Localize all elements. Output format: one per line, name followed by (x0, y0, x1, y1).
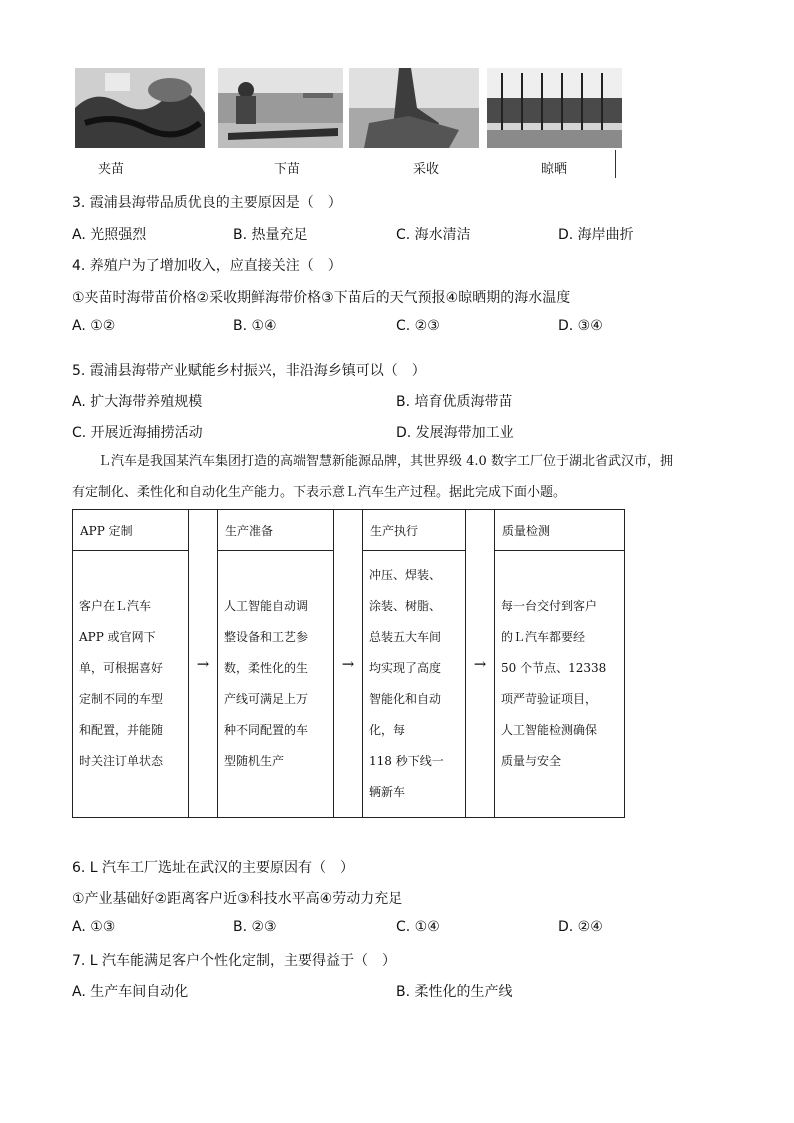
flow-line: 冲压、焊装、 (369, 568, 442, 582)
flow-line: 单，可根据喜好 (79, 661, 164, 675)
q5-option-c: C. 开展近海捕捞活动 (72, 425, 203, 441)
flow-line: APP 或官网下 (79, 630, 156, 644)
q5-stem: 5. 霞浦县海带产业赋能乡村振兴，非沿海乡镇可以（ ） (72, 363, 426, 379)
flow-line: 总装五大车间 (369, 630, 442, 644)
flow-line: 化，每 (369, 723, 406, 737)
q6-option-b: B. ②③ (233, 919, 277, 935)
flow-arrow-2: → (334, 510, 363, 818)
flow-line: 产线可满足上万 (224, 692, 309, 706)
q3-option-d: D. 海岸曲折 (558, 227, 634, 243)
flow-line: 50 个节点、12338 (501, 661, 607, 675)
passage (72, 446, 722, 508)
flow-header-app: APP 定制 (73, 510, 189, 551)
flow-line: 的Ｌ汽车都要经 (501, 630, 586, 644)
passage-line-2: 有定制化、柔性化和自动化生产能力。下表示意Ｌ汽车生产过程。据此完成下面小题。 (72, 485, 567, 500)
q7-stem: 7. L 汽车能满足客户个性化定制，主要得益于（ ） (72, 953, 397, 969)
flow-line: 客户在Ｌ汽车 (79, 599, 152, 613)
flow-header-qc: 质量检测 (495, 510, 625, 551)
flow-line: 涂装、树脂、 (369, 599, 442, 613)
caption-planting: 下苗 (274, 162, 301, 177)
q6-items: ①产业基础好②距离客户近③科技水平高④劳动力充足 (72, 891, 403, 907)
q4-option-d: D. ③④ (558, 318, 603, 334)
production-flow-table (72, 509, 625, 818)
flow-line: 118 秒下线一 (369, 754, 444, 768)
flow-body-qc (495, 551, 625, 818)
flow-line: 型随机生产 (224, 754, 285, 768)
q5-option-a: A. 扩大海带养殖规模 (72, 394, 203, 410)
flow-arrow-1: → (189, 510, 218, 818)
q3-stem: 3. 霞浦县海带品质优良的主要原因是（ ） (72, 195, 342, 211)
q4-option-b: B. ①④ (233, 318, 277, 334)
flow-line: 和配置，并能随 (79, 723, 164, 737)
flow-line: 时关注订单状态 (79, 754, 164, 768)
q6-option-c: C. ①④ (396, 919, 440, 935)
caption-harvest: 采收 (413, 162, 440, 177)
photo-divider-line (615, 150, 616, 178)
flow-header-exec: 生产执行 (363, 510, 466, 551)
passage-line-1: Ｌ汽车是我国某汽车集团打造的高端智慧新能源品牌，其世界级 4.0 数字工厂位于湖北省武汉市，拥 (98, 454, 673, 469)
q4-option-c: C. ②③ (396, 318, 440, 334)
flow-arrow-3: → (466, 510, 495, 818)
q6-stem: 6. L 汽车工厂选址在武汉的主要原因有（ ） (72, 860, 355, 876)
flow-header-prep: 生产准备 (218, 510, 334, 551)
q3-option-b: B. 热量充足 (233, 227, 308, 243)
q5-option-d: D. 发展海带加工业 (396, 425, 514, 441)
q3-option-c: C. 海水清洁 (396, 227, 471, 243)
flow-line: 项严苛验证项目， (501, 692, 598, 706)
q3-option-a: A. 光照强烈 (72, 227, 147, 243)
q4-items: ①夹苗时海带苗价格②采收期鲜海带价格③下苗后的天气预报④晾晒期的海水温度 (72, 290, 571, 306)
caption-clipping: 夹苗 (98, 162, 125, 177)
flow-body-prep (218, 551, 334, 818)
flow-line: 每一台交付到客户 (501, 599, 598, 613)
flow-line: 辆新车 (369, 785, 406, 799)
flow-line: 数，柔性化的生 (224, 661, 309, 675)
photo-harvest (349, 68, 479, 148)
flow-line: 种不同配置的车 (224, 723, 309, 737)
q7-option-a: A. 生产车间自动化 (72, 984, 189, 1000)
photo-clipping-seedlings (75, 68, 205, 148)
flow-body-app (73, 551, 189, 818)
flow-line: 定制不同的车型 (79, 692, 164, 706)
flow-body-exec (363, 551, 466, 818)
q4-stem: 4. 养殖户为了增加收入，应直接关注（ ） (72, 258, 342, 274)
flow-line: 均实现了高度 (369, 661, 442, 675)
flow-line: 人工智能自动调 (224, 599, 309, 613)
photo-planting-seedlings (218, 68, 343, 148)
flow-line: 人工智能检测确保 (501, 723, 598, 737)
flow-line: 智能化和自动 (369, 692, 442, 706)
q6-option-a: A. ①③ (72, 919, 116, 935)
q5-option-b: B. 培育优质海带苗 (396, 394, 513, 410)
photo-drying (487, 68, 622, 148)
q6-option-d: D. ②④ (558, 919, 603, 935)
flow-line: 质量与安全 (501, 754, 562, 768)
q4-option-a: A. ①② (72, 318, 116, 334)
flow-line: 整设备和工艺参 (224, 630, 309, 644)
q7-option-b: B. 柔性化的生产线 (396, 984, 513, 1000)
caption-drying: 晾晒 (541, 162, 568, 177)
